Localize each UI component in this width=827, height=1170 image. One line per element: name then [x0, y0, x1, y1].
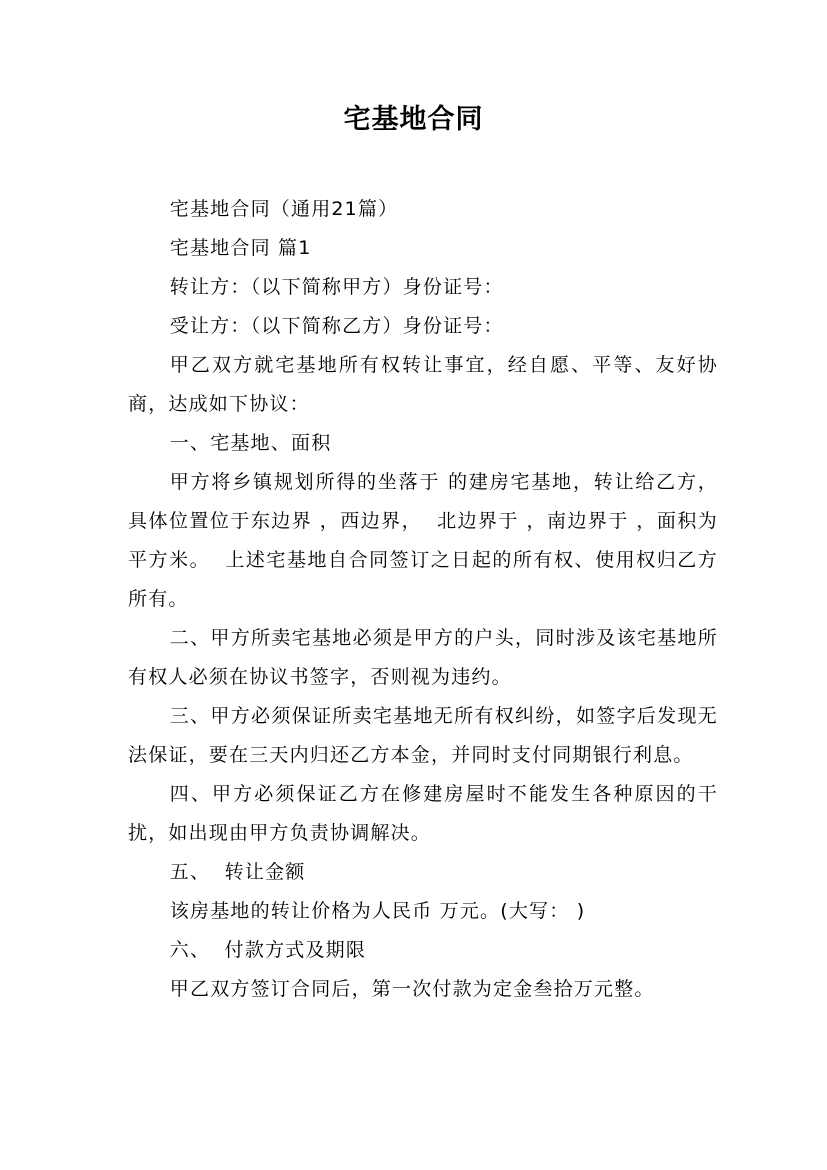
paragraph-transferee: 受让方：（以下简称乙方）身份证号： — [169, 315, 504, 337]
document-title: 宅基地合同 — [343, 104, 484, 135]
paragraph-clause-1-heading: 一、宅基地、面积 — [169, 432, 332, 454]
paragraph-clause-5-heading: 五、 转让金额 — [169, 861, 306, 883]
paragraph-clause-6-heading: 六、 付款方式及期限 — [169, 939, 367, 961]
paragraph-transferor: 转让方：（以下简称甲方）身份证号： — [169, 276, 504, 298]
paragraph-clause-1-body: 甲方将乡镇规划所得的坐落于 的建房宅基地，转让给乙方，具体位置位于东边界 ，西边界， 北边界于 ，南边界于 ，面积为 平方米。 上述宅基地自合同签订之日起的所有权、使用权归乙方所有。 — [128, 471, 733, 610]
paragraph-collection-title: 宅基地合同（通用21篇） — [169, 198, 399, 220]
paragraph-clause-2: 二、甲方所卖宅基地必须是甲方的户头，同时涉及该宅基地所有权人必须在协议书签字，否则视为违约。 — [128, 627, 718, 688]
paragraph-clause-5-body: 该房基地的转让价格为人民币 万元。(大写： ) — [169, 900, 586, 922]
paragraph-clause-3: 三、甲方必须保证所卖宅基地无所有权纠纷，如签字后发现无法保证，要在三天内归还乙方本金，并同时支付同期银行利息。 — [128, 705, 718, 766]
paragraph-section-heading: 宅基地合同 篇1 — [169, 237, 312, 259]
paragraph-clause-6-body: 甲乙双方签订合同后，第一次付款为定金叁拾万元整。 — [169, 978, 655, 1000]
document-body — [128, 190, 733, 1009]
paragraph-agreement-intro: 甲乙双方就宅基地所有权转让事宜，经自愿、平等、友好协商，达成如下协议： — [128, 354, 718, 415]
paragraph-clause-4: 四、甲方必须保证乙方在修建房屋时不能发生各种原因的干扰，如出现由甲方负责协调解决。 — [128, 783, 718, 844]
